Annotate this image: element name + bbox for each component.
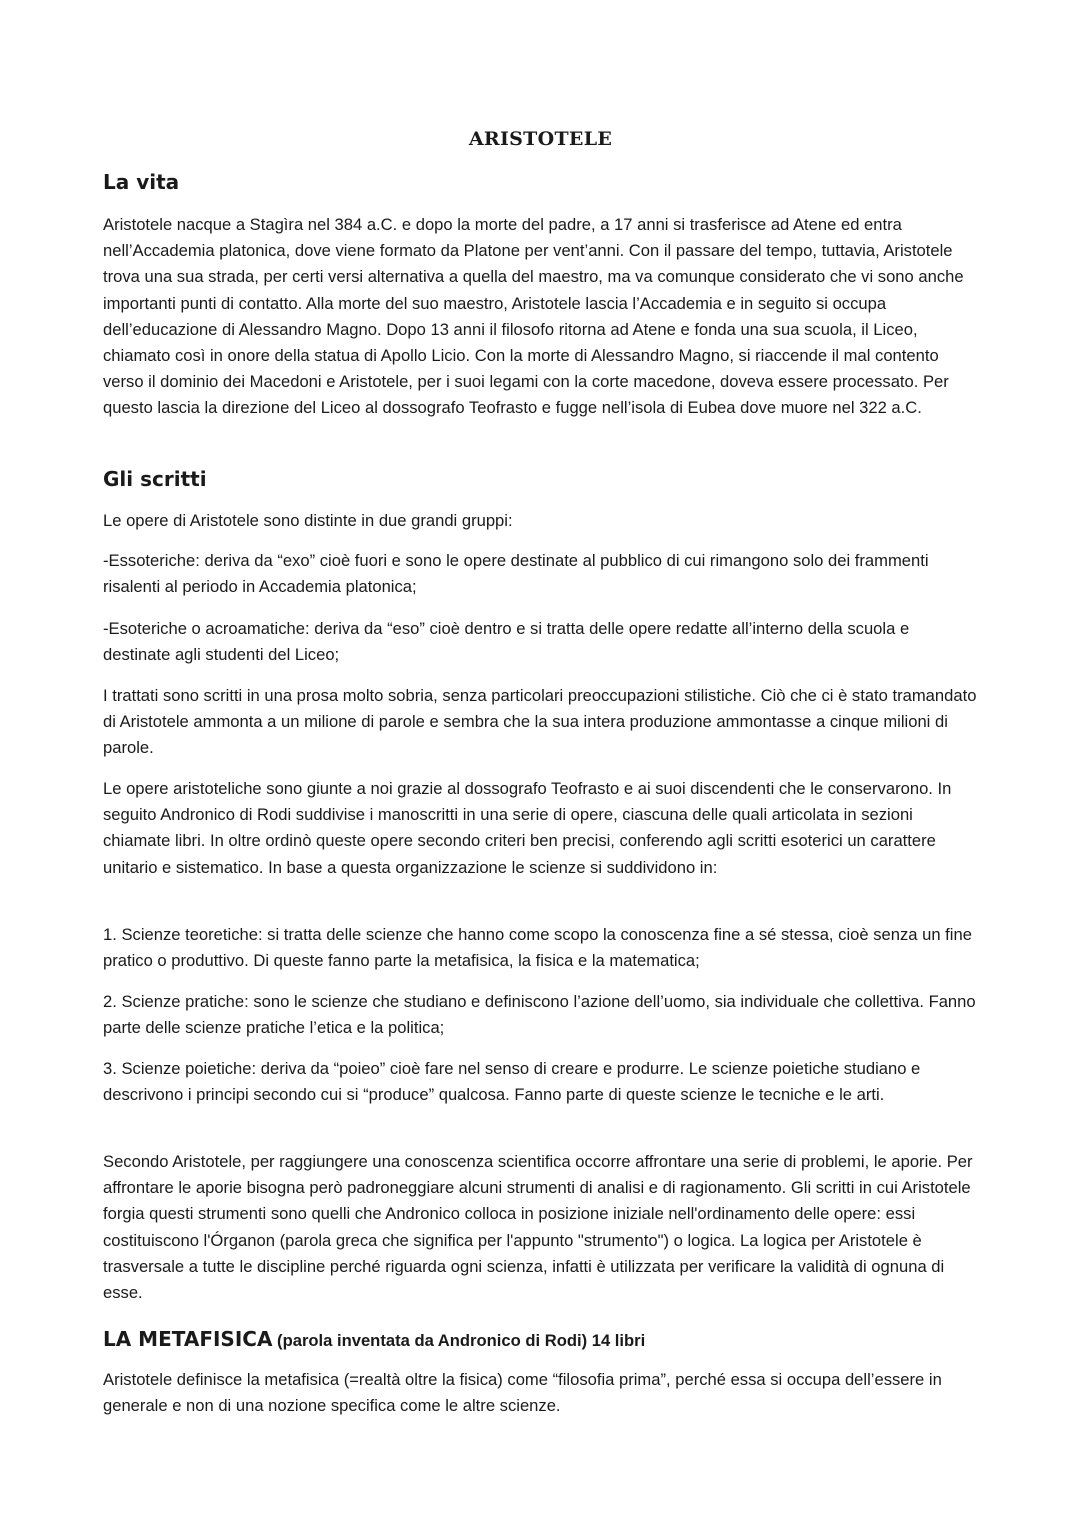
paragraph-opere-giunte: Le opere aristoteliche sono giunte a noi grazie al dossografo Teofrasto e ai suoi discendenti che le conservarono. In seguito Andronico di Rodi suddivise i manoscritti in una serie di opere, ciascuna delle quali articolata in sezioni chiamate libri. In oltre ordinò queste opere secondo criteri ben precisi, conferendo agli scritti esoterici un carattere unitario e sistematico. In base a questa organizzazione le scienze si suddividono in: bbox=[103, 779, 952, 877]
paragraph-esoteriche: -Esoteriche o acroamatiche: deriva da “eso” cioè dentro e si tratta delle opere redatte all’interno della scuola e destinate agli studenti del Liceo; bbox=[103, 619, 910, 665]
document-title: ARISTOTELE bbox=[468, 128, 613, 150]
paragraph-trattati: I trattati sono scritti in una prosa molto sobria, senza particolari preoccupazioni stilistiche. Ciò che ci è stato tramandato di Aristotele ammonta a un milione di parole e sembra che la sua intera produzione ammontasse a cinque milioni di parole. bbox=[103, 686, 977, 758]
paragraph-essoteriche: -Essoteriche: deriva da “exo” cioè fuori e sono le opere destinate al pubblico di cui rimangono solo dei frammenti risalenti al periodo in Accademia platonica; bbox=[103, 551, 929, 597]
metafisica-title: LA METAFISICA bbox=[103, 1327, 273, 1351]
paragraph-vita: Aristotele nacque a Stagìra nel 384 a.C. e dopo la morte del padre, a 17 anni si trasferisce ad Atene ed entra nell’Accademia platonica, dove viene formato da Platone per vent’anni. Con il passare del tempo, tuttavia, Aristotele trova una sua strada, per certi versi alternativa a quella del maestro, ma va comunque considerato che vi sono anche importanti punti di contatto. Alla morte del suo maestro, Aristotele lascia l’Accademia e in seguito si occupa dell’educazione di Alessandro Magno. Dopo 13 anni il filosofo ritorna ad Atene e fonda una sua scuola, il Liceo, chiamato così in onore della statua di Apollo Licio. Con la morte di Alessandro Magno, si riaccende il mal contento verso il dominio dei Macedoni e Aristotele, per i suoi legami con la corte macedone, doveva essere processato. Per questo lascia la direzione del Liceo al dossografo Teofrasto e fugge nell’isola di Eubea dove muore nel 322 a.C. bbox=[103, 215, 964, 418]
paragraph-organon: Secondo Aristotele, per raggiungere una conoscenza scientifica occorre affrontare una serie di problemi, le aporie. Per affrontare le aporie bisogna però padroneggiare alcuni strumenti di analisi e di ragionamento. Gli scritti in cui Aristotele forgia questi strumenti sono quelli che Andronico colloca in posizione iniziale nell'ordinamento delle opere: essi costituiscono l'Órganon (parola greca che significa per l'appunto "strumento") o logica. La logica per Aristotele è trasversale a tutte le discipline perché riguarda ogni scienza, infatti è utilizzata per verificare la validità di ognuna di esse. bbox=[103, 1152, 973, 1303]
list-item-scienze-teoretiche: 1. Scienze teoretiche: si tratta delle scienze che hanno come scopo la conoscenza fine a sé stessa, cioè senza un fine pratico o produttivo. Di queste fanno parte la metafisica, la fisica e la matematica; bbox=[103, 925, 972, 971]
paragraph-metafisica: Aristotele definisce la metafisica (=realtà oltre la fisica) come “filosofia prima”, perché essa si occupa dell’essere in generale e non di una nozione specifica come le altre scienze. bbox=[103, 1370, 942, 1416]
paragraph-scritti-intro: Le opere di Aristotele sono distinte in due grandi gruppi: bbox=[103, 511, 513, 530]
section-heading-scritti: Gli scritti bbox=[103, 467, 207, 491]
list-item-scienze-poietiche: 3. Scienze poietiche: deriva da “poieo” cioè fare nel senso di creare e produrre. Le scienze poietiche studiano e descrivono i principi secondo cui si “produce” qualcosa. Fanno parte di queste scienze le tecniche e le arti. bbox=[103, 1059, 921, 1105]
section-heading-vita: La vita bbox=[103, 170, 180, 194]
metafisica-subtitle: (parola inventata da Andronico di Rodi) 14 libri bbox=[272, 1331, 646, 1350]
list-item-scienze-pratiche: 2. Scienze pratiche: sono le scienze che studiano e definiscono l’azione dell’uomo, sia individuale che collettiva. Fanno parte delle scienze pratiche l’etica e la politica; bbox=[103, 992, 976, 1038]
section-heading-metafisica bbox=[103, 1325, 978, 1353]
